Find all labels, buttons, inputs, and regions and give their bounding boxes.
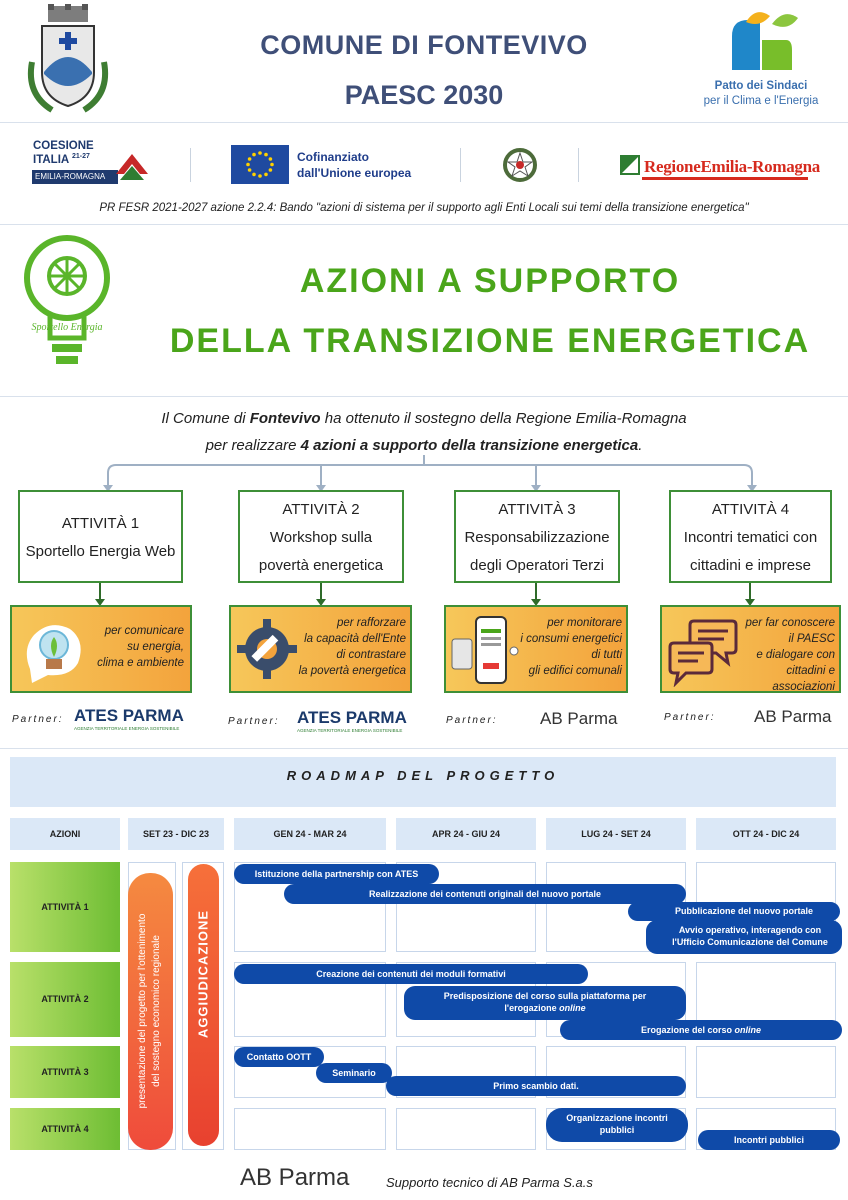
activity-3-partner-label: Partner:	[446, 715, 498, 726]
activity-2-partner-logo: ATES PARMA AGENZIA TERRITORIALE ENERGIA SOSTENIBILE	[297, 708, 407, 733]
coesione-line1: COESIONE	[33, 140, 94, 152]
activity-1-box	[18, 490, 183, 583]
activity-3-box	[454, 490, 620, 583]
row-label-attivita-1: ATTIVITÀ 1	[10, 862, 120, 952]
gantt-bar-pubblicazione-portale: Pubblicazione del nuovo portale	[628, 902, 840, 921]
activity-4-desc-l1: Incontri tematici con	[683, 529, 818, 546]
activity-3-purpose: per monitorare i consumi energetici di tutti gli edifici comunali	[520, 617, 622, 677]
page-title-line2: PAESC 2030	[344, 80, 504, 110]
activity-1-title: ATTIVITÀ 1	[61, 515, 140, 532]
activity-1-purpose-box	[10, 605, 192, 693]
col-header-ott24-dic24: OTT 24 - DIC 24	[696, 818, 836, 850]
main-title-line2: DELLA TRANSIZIONE ENERGETICA	[169, 322, 811, 360]
separator	[460, 148, 461, 182]
gantt-bar-avvio-operativo: Avvio operativo, interagendo con l'Ufficio Comunicazione del Comune	[646, 920, 842, 954]
gantt-bar-primo-scambio-dati: Primo scambio dati.	[386, 1076, 686, 1096]
activity-2-box	[238, 490, 404, 583]
divider	[0, 396, 848, 397]
gantt-bar-predisposizione-corso: Predisposizione del corso sulla piattaforma per l'erogazione online	[404, 986, 686, 1020]
patto-line1: Patto dei Sindaci	[714, 80, 808, 92]
row-label-attivita-2: ATTIVITÀ 2	[10, 962, 120, 1037]
regione-text: RegioneEmilia-Romagna	[644, 157, 820, 176]
col-header-gen24-mar24: GEN 24 - MAR 24	[234, 818, 386, 850]
page-title-line1: COMUNE DI FONTEVIVO	[260, 30, 588, 60]
activity-4-purpose: per far conoscere il PAESC e dialogare con cittadini e associazioni	[745, 617, 835, 693]
presentation-bar: presentazione del progetto per l'ottenimento del sostegno economico regionale	[128, 873, 173, 1150]
coat-of-arms-icon	[22, 2, 114, 118]
gantt-bar-contenuti-portale: Realizzazione dei contenuti originali del nuovo portale	[284, 884, 686, 904]
activity-4-box	[669, 490, 832, 583]
activity-3-purpose-box	[444, 605, 628, 693]
activity-2-desc-l1: Workshop sulla	[269, 529, 373, 546]
ates-parma-logo: ATES PARMA	[297, 708, 407, 727]
activity-4-desc-l2: cittadini e imprese	[690, 557, 811, 574]
separator	[190, 148, 191, 182]
activity-4-partner-logo: AB Parma	[754, 707, 832, 726]
gantt-bar-contatto-oott: Contatto OOTT	[234, 1047, 324, 1067]
grid-cell	[696, 1046, 836, 1098]
col-header-azioni: AZIONI	[10, 818, 120, 850]
aggiudicazione-bar: AGGIUDICAZIONE	[188, 864, 219, 1146]
gantt-bar-organizzazione-incontri: Organizzazione incontri pubblici	[546, 1108, 688, 1142]
activity-down-arrows	[0, 583, 848, 607]
divider	[0, 748, 848, 749]
coesione-line3: EMILIA-ROMAGNA	[32, 170, 118, 184]
activity-2-desc-l2: povertà energetica	[258, 557, 384, 574]
coesione-arrow-icon	[112, 144, 152, 184]
gantt-bar-incontri-pubblici: Incontri pubblici	[698, 1130, 840, 1150]
ates-parma-logo: ATES PARMA	[74, 706, 184, 725]
row-label-attivita-4: ATTIVITÀ 4	[10, 1108, 120, 1150]
activity-3-partner-logo: AB Parma	[540, 709, 618, 728]
activity-3-title: ATTIVITÀ 3	[498, 501, 576, 518]
row-label-attivita-3: ATTIVITÀ 3	[10, 1046, 120, 1098]
main-title-line1: AZIONI A SUPPORTO	[299, 262, 681, 300]
activity-2-title: ATTIVITÀ 2	[282, 501, 360, 518]
eu-line2: dall'Unione europea	[297, 166, 412, 180]
activity-2-partner-label: Partner:	[228, 716, 280, 727]
footer-text: Supporto tecnico di AB Parma S.a.s	[386, 1175, 593, 1190]
intro-line2: per realizzare 4 azioni a supporto della transizione energetica.	[205, 437, 643, 454]
activity-2-purpose-box	[229, 605, 412, 693]
intro-line1: Il Comune di Fontevivo ha ottenuto il sostegno della Regione Emilia-Romagna	[161, 410, 687, 427]
activity-1-partner-label: Partner:	[12, 714, 64, 725]
eu-flag-icon	[231, 145, 289, 184]
activity-4-partner-label: Partner:	[664, 712, 716, 723]
activity-1-purpose: per comunicare su energia, clima e ambiente	[97, 625, 184, 669]
gantt-bar-erogazione-corso: Erogazione del corso online	[560, 1020, 842, 1040]
activity-1-partner-logo: ATES PARMA AGENZIA TERRITORIALE ENERGIA SOSTENIBILE	[74, 706, 184, 731]
divider	[0, 122, 848, 123]
activity-connectors	[0, 455, 848, 495]
patto-dei-sindaci-logo-icon	[726, 6, 802, 76]
italian-emblem-icon	[500, 145, 540, 185]
eu-line1: Cofinanziato	[297, 150, 369, 164]
divider	[0, 224, 848, 225]
col-header-apr24-giu24: APR 24 - GIU 24	[396, 818, 536, 850]
col-header-set23-dic23: SET 23 - DIC 23	[128, 818, 224, 850]
gantt-bar-moduli-formativi: Creazione dei contenuti dei moduli formativi	[234, 964, 588, 984]
patto-line2: per il Clima e l'Energia	[703, 95, 819, 107]
gantt-bar-seminario: Seminario	[316, 1063, 392, 1083]
separator	[578, 148, 579, 182]
activity-3-desc-l2: degli Operatori Terzi	[470, 557, 604, 574]
activity-4-title: ATTIVITÀ 4	[711, 501, 790, 518]
grid-cell	[396, 1108, 536, 1150]
gantt-bar-partnership-ates: Istituzione della partnership con ATES	[234, 864, 439, 884]
coesione-line2: ITALIA $^{21-27}$	[33, 153, 90, 166]
activity-1-desc: Sportello Energia Web	[25, 543, 176, 560]
bando-text: PR FESR 2021-2027 azione 2.2.4: Bando "azioni di sistema per il supporto agli Enti Locali sui temi della transizione energetica"	[99, 202, 749, 214]
ab-parma-logo: AB Parma	[240, 1164, 350, 1191]
roadmap-title: ROADMAP DEL PROGETTO	[286, 768, 560, 783]
col-header-lug24-set24: LUG 24 - SET 24	[546, 818, 686, 850]
activity-2-purpose: per rafforzare la capacità dell'Ente di contrastare la povertà energetica	[298, 617, 406, 677]
lightbulb-icon	[20, 230, 114, 376]
grid-cell	[234, 1108, 386, 1150]
activity-3-desc-l1: Responsabilizzazione	[464, 529, 610, 546]
svg-text:Sportello Energia: Sportello Energia	[31, 322, 103, 333]
activity-4-purpose-box	[660, 605, 841, 693]
